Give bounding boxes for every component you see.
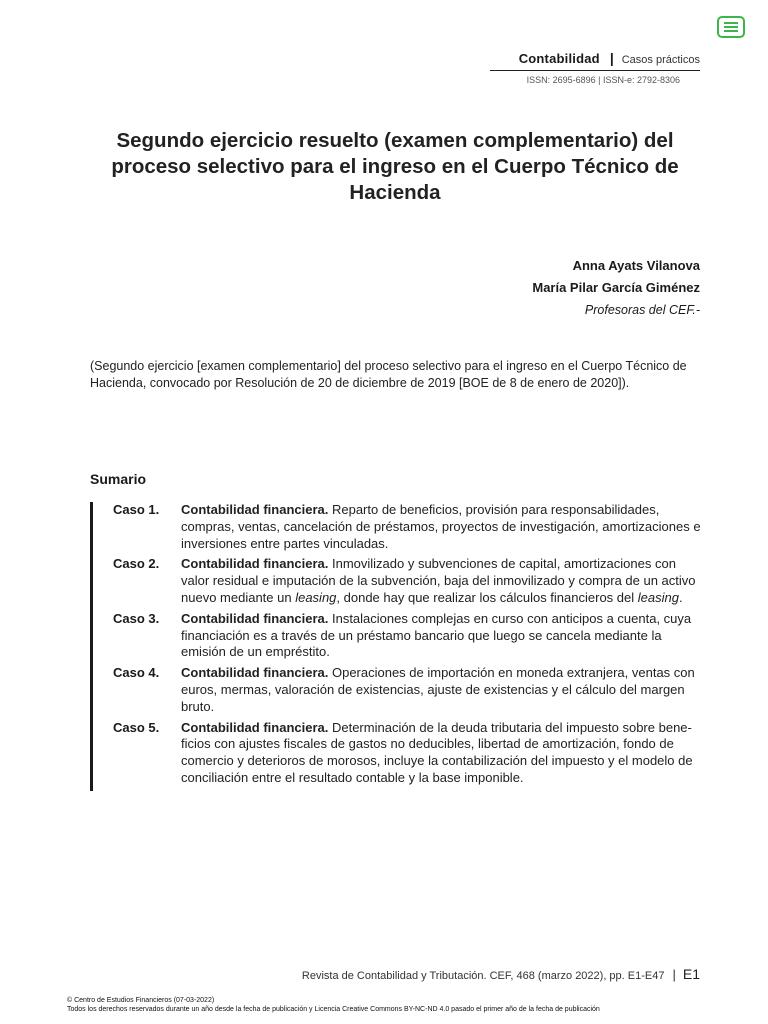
running-header — [490, 50, 700, 71]
case-description — [181, 556, 702, 606]
case-body: Operaciones de importación en moneda extranjera, ventas con euros, mermas, valoración de existencias, ajuste de existencias y el cálculo del margen bruto. — [181, 665, 695, 714]
footer-separator: | — [672, 967, 676, 982]
article-title: Segundo ejercicio resuelto (examen complementario) del proceso selectivo para el ingreso en el Cuerpo Técnico de Hacienda — [111, 129, 679, 204]
case-heading: Contabilidad financiera. — [181, 556, 329, 572]
case-heading: Contabilidad financiera. — [181, 665, 329, 681]
author-affiliation: Profesoras del CEF.- — [584, 303, 700, 317]
journal-reference: Revista de Contabilidad y Tributación. CEF, 468 (marzo 2022), pp. E1-E47 — [301, 970, 665, 982]
list-item — [93, 611, 702, 661]
list-item — [93, 502, 702, 552]
case-body-italic: leasing — [295, 589, 337, 605]
case-description — [181, 502, 702, 552]
case-description — [181, 611, 702, 661]
page-number: E1 — [682, 966, 700, 982]
case-description — [181, 665, 702, 715]
case-heading: Contabilidad financiera. — [181, 610, 329, 626]
copyright-notice — [67, 996, 600, 1014]
case-label: Caso 2. — [113, 556, 160, 572]
section-subtitle: Casos prácticos — [621, 54, 700, 66]
issn: ISSN: 2695-6896 | ISSN-e: 2792-8306 — [526, 75, 680, 85]
list-item — [93, 556, 702, 606]
case-heading: Contabilidad financiera. — [181, 719, 329, 735]
case-body: Determinación de la deuda tributaria del impuesto sobre beneficios con ajustes fiscales de gastos no deducibles, libertad de amortización, fondo de comercio y deterioros de morosos, incluye la contabilización del impuesto y el modelo de conciliación entre el resultado contable y la base imponible. — [181, 719, 693, 785]
case-body-italic: leasing — [637, 589, 679, 605]
case-label: Caso 3. — [113, 610, 160, 626]
copyright-line: © Centro de Estudios Financieros (07-03-2022) — [67, 997, 215, 1004]
menu-icon[interactable] — [717, 16, 745, 38]
case-label: Caso 5. — [113, 719, 160, 735]
author-name: Anna Ayats Vilanova — [572, 258, 700, 273]
header-separator: | — [609, 50, 614, 66]
summary-list — [90, 502, 702, 791]
case-body: Instalaciones complejas en curso con anticipos a cuenta, cuya financiación es a través de un préstamo bancario que luego se cancela mediante la emisión de un empréstito. — [181, 610, 692, 660]
summary-heading: Sumario — [90, 471, 147, 487]
license-line: Todos los derechos reservados durante un año desde la fecha de publicación y Licencia Creative Commons BY-NC-ND 4.0 pasado el primer año de la fecha de publicación — [67, 1006, 600, 1013]
section-name: Contabilidad — [518, 51, 600, 66]
author-name: María Pilar García Giménez — [532, 280, 700, 295]
case-body: Inmovilizado y subvenciones de capital, amortizaciones con valor residual e imputación de la subvención, baja del inmovilizado y compra de un activo nuevo mediante un — [181, 556, 696, 605]
case-body: . — [678, 589, 683, 605]
case-body: , donde hay que realizar los cálculos financieros del — [336, 589, 638, 605]
footer-citation — [302, 966, 700, 982]
intro-paragraph: (Segundo ejercicio [examen complementario] del proceso selectivo para el ingreso en el Cuerpo Técnico de Hacienda, convocado por Resolución de 20 de diciembre de 2019 [BOE de 8 de enero de 2020]). — [90, 359, 687, 390]
list-item — [93, 720, 702, 787]
case-description — [181, 720, 702, 787]
case-label: Caso 1. — [113, 502, 160, 517]
case-body: Reparto de beneficios, provisión para responsabilidades, compras, ventas, cancelación de préstamos, proyectos de investigación, amortizaciones e inversiones entre partes vinculadas. — [181, 502, 701, 551]
case-label: Caso 4. — [113, 665, 160, 681]
authors-block — [532, 255, 700, 321]
case-heading: Contabilidad financiera. — [181, 502, 329, 517]
list-item — [93, 665, 702, 715]
